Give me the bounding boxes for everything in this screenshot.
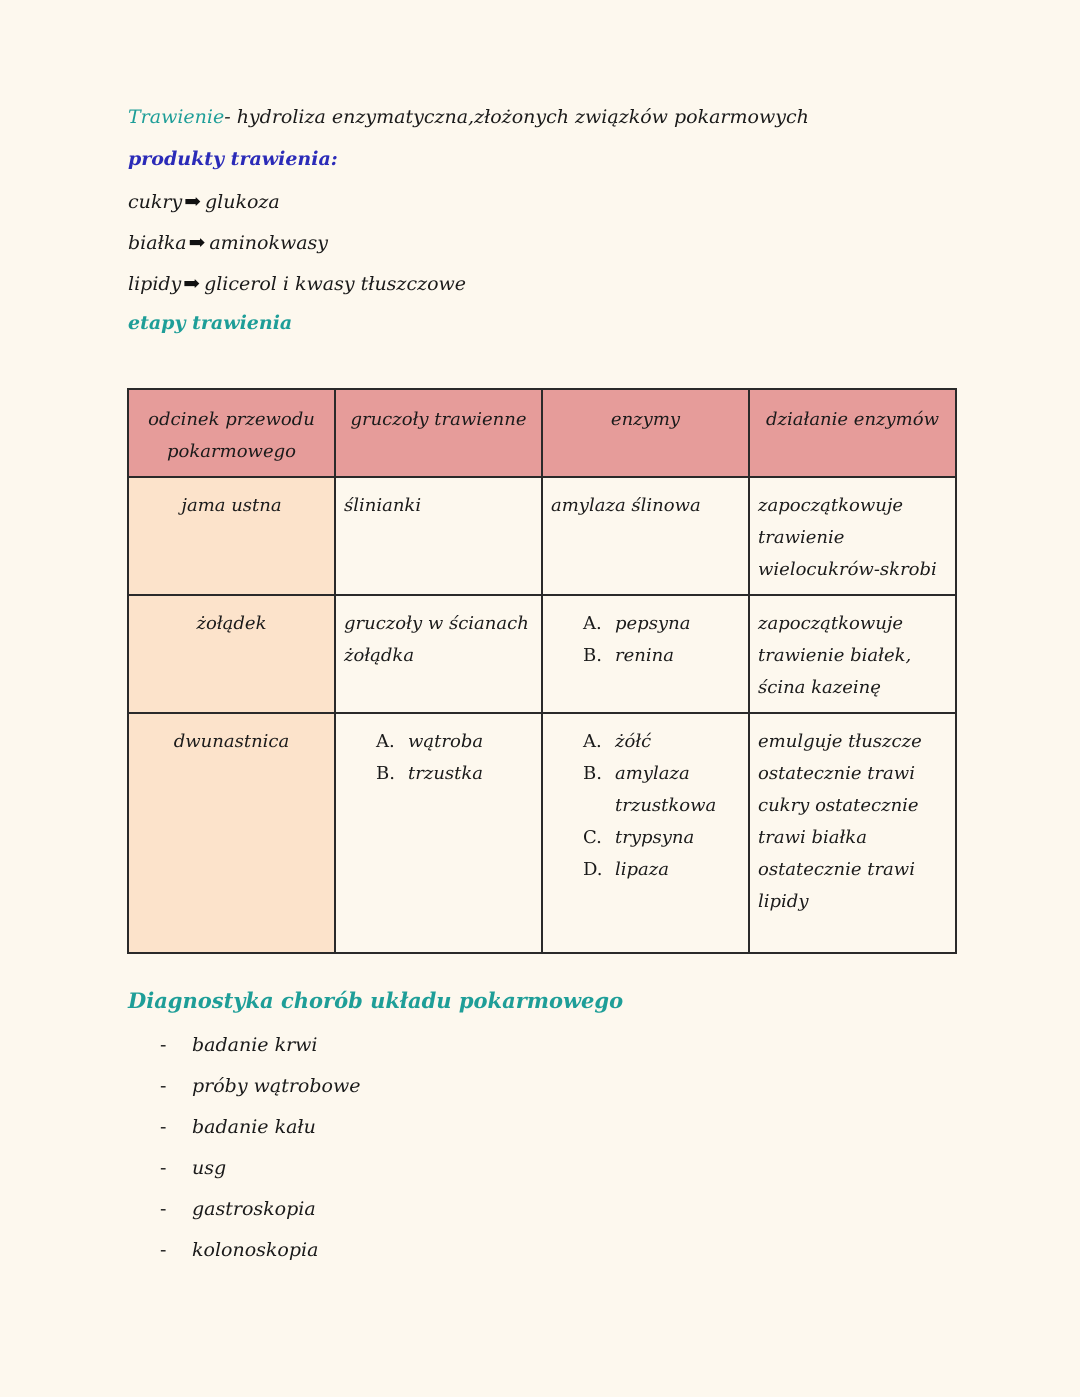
cell-action: zapoczątkowuje trawienie wielocukrów-skrobi <box>749 477 956 595</box>
header-section: odcinek przewodu pokarmowego <box>128 389 335 477</box>
table-row <box>128 477 956 595</box>
product-from: białka <box>128 232 187 254</box>
list-item: B. trzustka <box>376 763 484 784</box>
arrow-right-icon: ➡ <box>183 271 201 295</box>
cell-action: emulguje tłuszcze ostatecznie trawi cukry ostatecznie trawi białka ostatecznie trawi lipidy <box>749 713 956 953</box>
diagnostics-list <box>160 1030 360 1276</box>
table-row <box>128 595 956 713</box>
list-item: B. renina <box>583 645 674 666</box>
product-row <box>128 230 328 254</box>
product-to: glukoza <box>204 191 280 213</box>
definition-text: - hydroliza enzymatyczna,złożonych związków pokarmowych <box>224 106 809 128</box>
list-item: C. trypsyna <box>583 827 695 848</box>
list-item: trzustkowa <box>615 795 717 816</box>
term-trawienie: Trawienie <box>128 106 225 128</box>
list-item: - kolonoskopia <box>160 1239 319 1261</box>
product-from: cukry <box>128 191 183 213</box>
cell-enzymes <box>542 713 749 953</box>
table-header-row <box>128 389 956 477</box>
product-to: glicerol i kwasy tłuszczowe <box>204 273 467 295</box>
arrow-right-icon: ➡ <box>184 189 201 213</box>
definition-line <box>128 106 809 128</box>
list-item: D. lipaza <box>583 859 669 880</box>
list-item: - gastroskopia <box>160 1198 316 1220</box>
header-enzymes: enzymy <box>542 389 749 477</box>
diagnostics-title: Diagnostyka chorób układu pokarmowego <box>128 988 624 1013</box>
list-item: A. żółć <box>583 731 652 752</box>
list-item: - badanie kału <box>160 1116 316 1138</box>
list-item: - próby wątrobowe <box>160 1075 361 1097</box>
cell-glands <box>335 713 542 953</box>
list-item: - badanie krwi <box>160 1034 318 1056</box>
list-item: A. wątroba <box>376 731 484 752</box>
cell-section: dwunastnica <box>128 713 335 953</box>
list-item: - usg <box>160 1157 227 1179</box>
product-from: lipidy <box>128 273 182 295</box>
cell-section: żołądek <box>128 595 335 713</box>
product-row <box>128 189 280 213</box>
arrow-right-icon: ➡ <box>188 230 206 254</box>
cell-glands: gruczoły w ścianach żołądka <box>335 595 542 713</box>
list-item: B. amylaza <box>583 763 690 784</box>
list-item: A. pepsyna <box>583 613 691 634</box>
digestion-table <box>127 388 957 954</box>
product-to: aminokwasy <box>209 232 329 254</box>
cell-section: jama ustna <box>128 477 335 595</box>
header-action: działanie enzymów <box>749 389 956 477</box>
products-heading: produkty trawienia: <box>128 148 338 170</box>
cell-glands: ślinianki <box>335 477 542 595</box>
cell-action: zapoczątkowuje trawienie białek, ścina kazeinę <box>749 595 956 713</box>
header-glands: gruczoły trawienne <box>335 389 542 477</box>
stages-heading: etapy trawienia <box>128 312 293 334</box>
cell-enzymes: amylaza ślinowa <box>542 477 749 595</box>
product-row <box>128 271 466 295</box>
table-row <box>128 713 956 953</box>
cell-enzymes <box>542 595 749 713</box>
